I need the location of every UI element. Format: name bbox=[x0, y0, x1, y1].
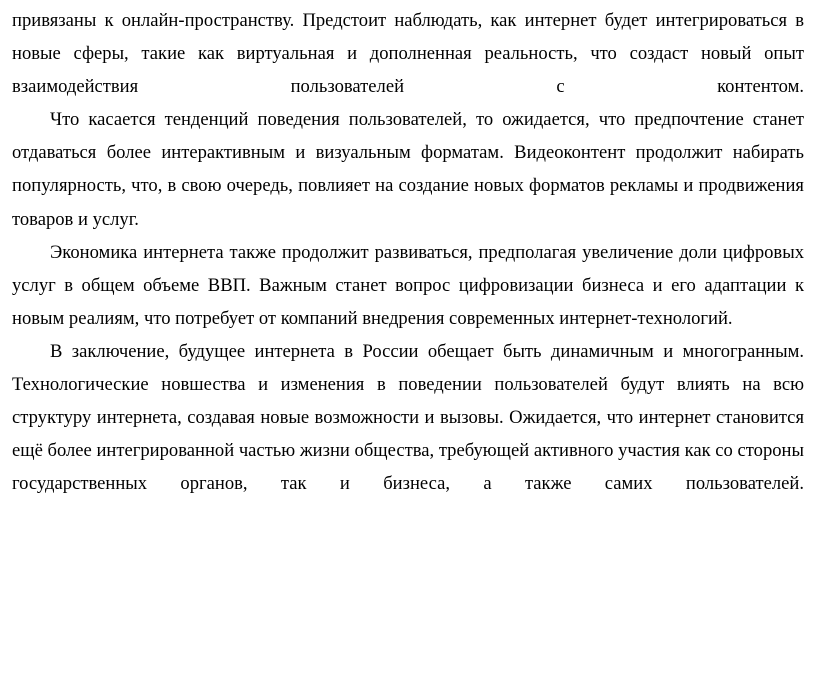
document-text-body bbox=[12, 4, 804, 500]
paragraph: Экономика интернета также продолжит развиваться, предполагая увеличение доли цифровых услуг в общем объеме ВВП. Важным станет вопрос цифровизации бизнеса и его адаптации к новым реалиям, что потребует от компаний внедрения современных интернет-технологий. bbox=[12, 241, 804, 329]
paragraph: В заключение, будущее интернета в России обещает быть динамичным и многогранным. Технологические новшества и изменения в поведении пользователей будут влиять на всю структуру интернета, создавая новые возможности и вызовы. Ожидается, что интернет становится ещё более интегрированной частью жизни общества, требующей активного участия как со стороны государственных органов, так и бизнеса, а также самих пользователей. bbox=[12, 340, 804, 495]
paragraph: Что касается тенденций поведения пользователей, то ожидается, что предпочтение станет отдаваться более интерактивным и визуальным форматам. Видеоконтент продолжит набирать популярность, что, в свою очередь, повлияет на создание новых форматов рекламы и продвижения товаров и услуг. bbox=[12, 109, 804, 230]
paragraph: привязаны к онлайн-пространству. Предстоит наблюдать, как интернет будет интегрироваться в новые сферы, такие как виртуальная и дополненная реальность, что создаст новый опыт взаимодействия пользователей с контентом. bbox=[12, 10, 804, 98]
